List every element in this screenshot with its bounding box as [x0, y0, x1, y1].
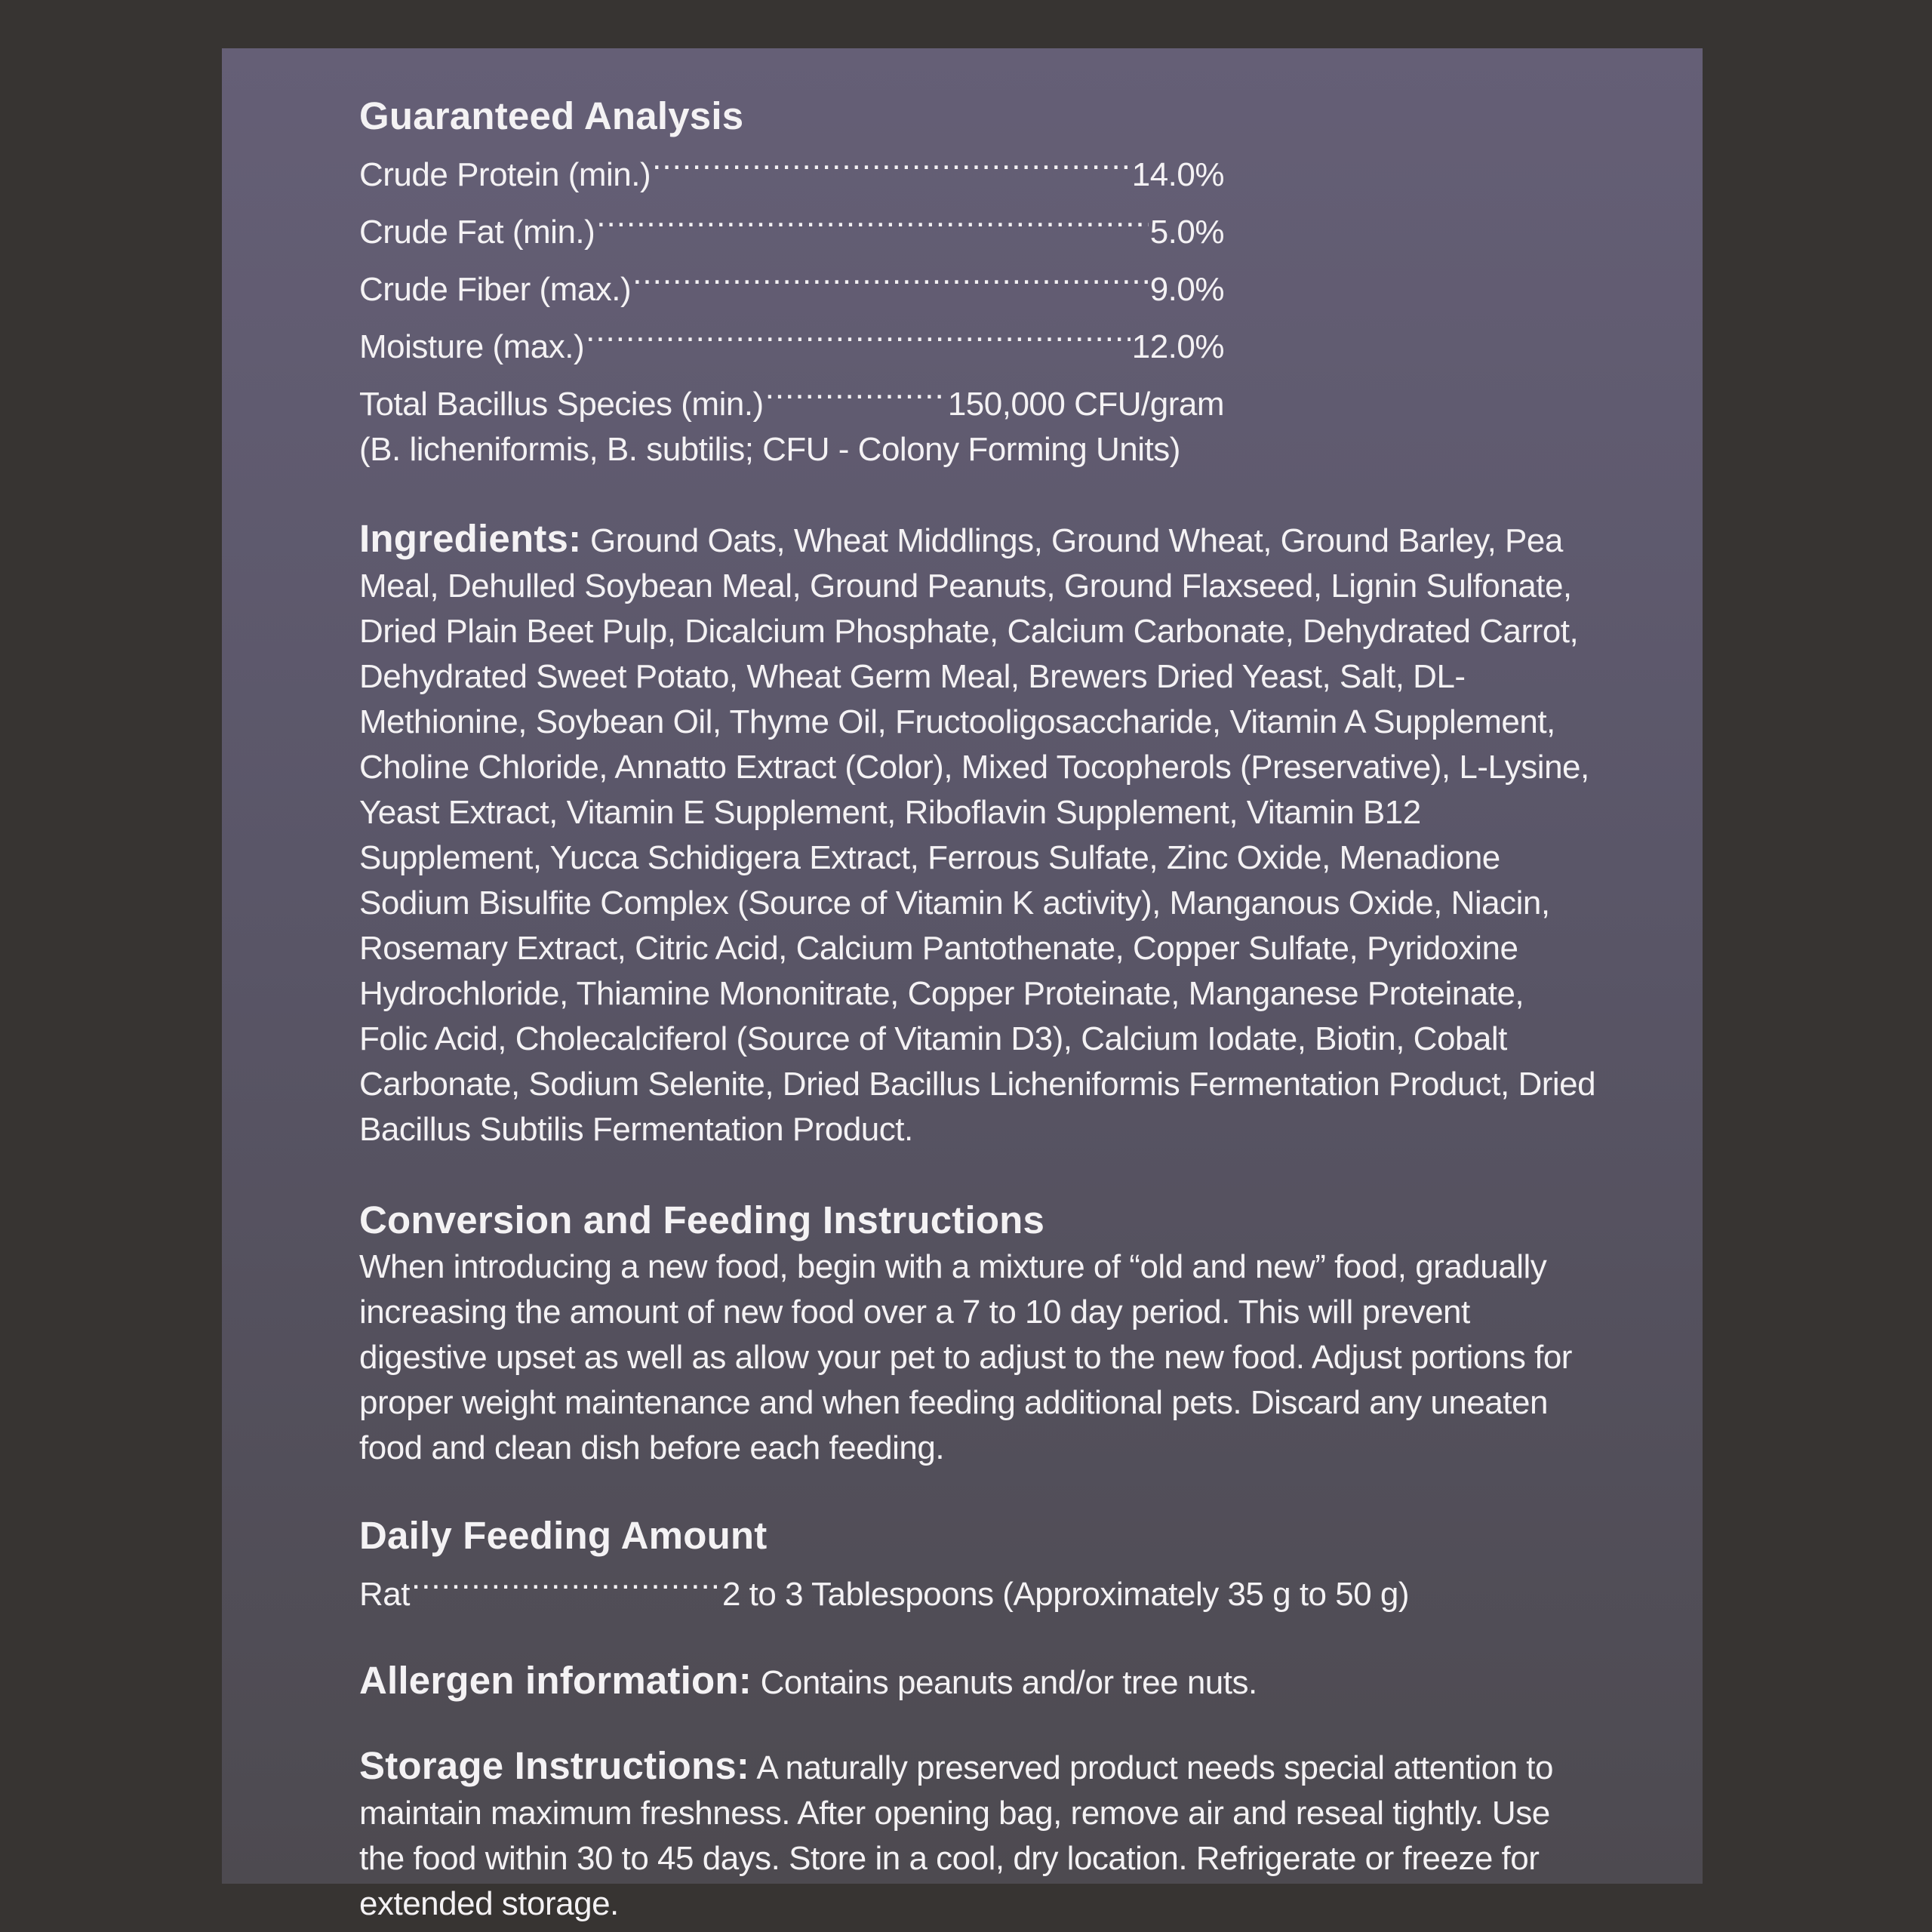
storage-section	[359, 1743, 1597, 1927]
guaranteed-analysis-section	[359, 92, 1597, 472]
analysis-label: Crude Protein (min.)	[359, 156, 651, 193]
analysis-note: (B. licheniformis, B. subtilis; CFU - Colony Forming Units)	[359, 431, 1180, 468]
storage-text: A naturally preserved product needs special attention to maintain maximum freshness. After opening bag, remove air and reseal tightly. Use the food within 30 to 45 days. Store in a cool, dry location. Refrigerate or freeze for extended storage.	[359, 1749, 1553, 1922]
daily-feeding-heading: Daily Feeding Amount	[359, 1514, 768, 1557]
feeding-row-rat	[359, 1560, 1582, 1617]
analysis-row-bacillus	[359, 370, 1224, 427]
dot-leader	[586, 312, 1131, 358]
analysis-value: 12.0%	[1131, 328, 1224, 365]
dot-leader	[652, 140, 1131, 186]
dot-leader	[765, 370, 946, 415]
conversion-section	[359, 1196, 1597, 1471]
label-panel	[222, 48, 1703, 1922]
conversion-text: When introducing a new food, begin with a mixture of “old and new” food, gradually increasing the amount of new food over a 7 to 10 day period. This will prevent digestive upset as well as allow your pet to adjust to the new food. Adjust portions for proper weight maintenance and when feeding additional pets. Discard any uneaten food and clean dish before each feeding.	[359, 1248, 1572, 1466]
analysis-value: 5.0%	[1149, 214, 1224, 251]
ingredients-section	[359, 516, 1597, 1152]
analysis-label: Crude Fiber (max.)	[359, 271, 632, 308]
conversion-heading: Conversion and Feeding Instructions	[359, 1198, 1045, 1241]
analysis-value: 14.0%	[1131, 156, 1224, 193]
analysis-label: Total Bacillus Species (min.)	[359, 386, 764, 423]
feeding-label: Rat	[359, 1576, 410, 1613]
analysis-row-crude-fiber	[359, 255, 1224, 312]
guaranteed-analysis-heading: Guaranteed Analysis	[359, 94, 744, 137]
analysis-label: Crude Fat (min.)	[359, 214, 595, 251]
dot-leader	[596, 198, 1148, 243]
label-content	[359, 92, 1597, 1927]
analysis-row-crude-fat	[359, 198, 1224, 255]
allergen-heading: Allergen information:	[359, 1659, 752, 1702]
analysis-value: 150,000 CFU/gram	[947, 386, 1224, 423]
analysis-value: 9.0%	[1149, 271, 1224, 308]
ingredients-heading: Ingredients:	[359, 517, 582, 560]
allergen-section	[359, 1658, 1597, 1706]
ingredients-text: Ground Oats, Wheat Middlings, Ground Wheat, Ground Barley, Pea Meal, Dehulled Soybean Meal, Ground Peanuts, Ground Flaxseed, Lignin Sulfonate, Dried Plain Beet Pulp, Dicalcium Phosphate, Calcium Carbonate, Dehydrated Carrot, Dehydrated Sweet Potato, Wheat Germ Meal, Brewers Dried Yeast, Salt, DL-Methionine, Soybean Oil, Thyme Oil, Fructooligosaccharide, Vitamin A Supplement, Choline Chloride, Annatto Extract (Color), Mixed Tocopherols (Preservative), L-Lysine, Yeast Extract, Vitamin E Supplement, Riboflavin Supplement, Vitamin B12 Supplement, Yucca Schidigera Extract, Ferrous Sulfate, Zinc Oxide, Menadione Sodium Bisulfite Complex (Source of Vitamin K activity), Manganous Oxide, Niacin, Rosemary Extract, Citric Acid, Calcium Pantothenate, Copper Sulfate, Pyridoxine Hydrochloride, Thiamine Mononitrate, Copper Proteinate, Manganese Proteinate, Folic Acid, Cholecalciferol (Source of Vitamin D3), Calcium Iodate, Biotin, Cobalt Carbonate, Sodium Selenite, Dried Bacillus Licheniformis Fermentation Product, Dried Bacillus Subtilis Fermentation Product.	[359, 522, 1596, 1148]
storage-heading: Storage Instructions:	[359, 1744, 750, 1787]
dot-leader	[632, 255, 1149, 300]
analysis-row-moisture	[359, 312, 1224, 370]
analysis-label: Moisture (max.)	[359, 328, 585, 365]
dot-leader	[411, 1560, 721, 1605]
daily-feeding-section	[359, 1512, 1597, 1617]
feeding-value: 2 to 3 Tablespoons (Approximately 35 g to 50 g)	[721, 1576, 1410, 1613]
allergen-text: Contains peanuts and/or tree nuts.	[760, 1664, 1257, 1701]
analysis-row-crude-protein	[359, 140, 1224, 198]
